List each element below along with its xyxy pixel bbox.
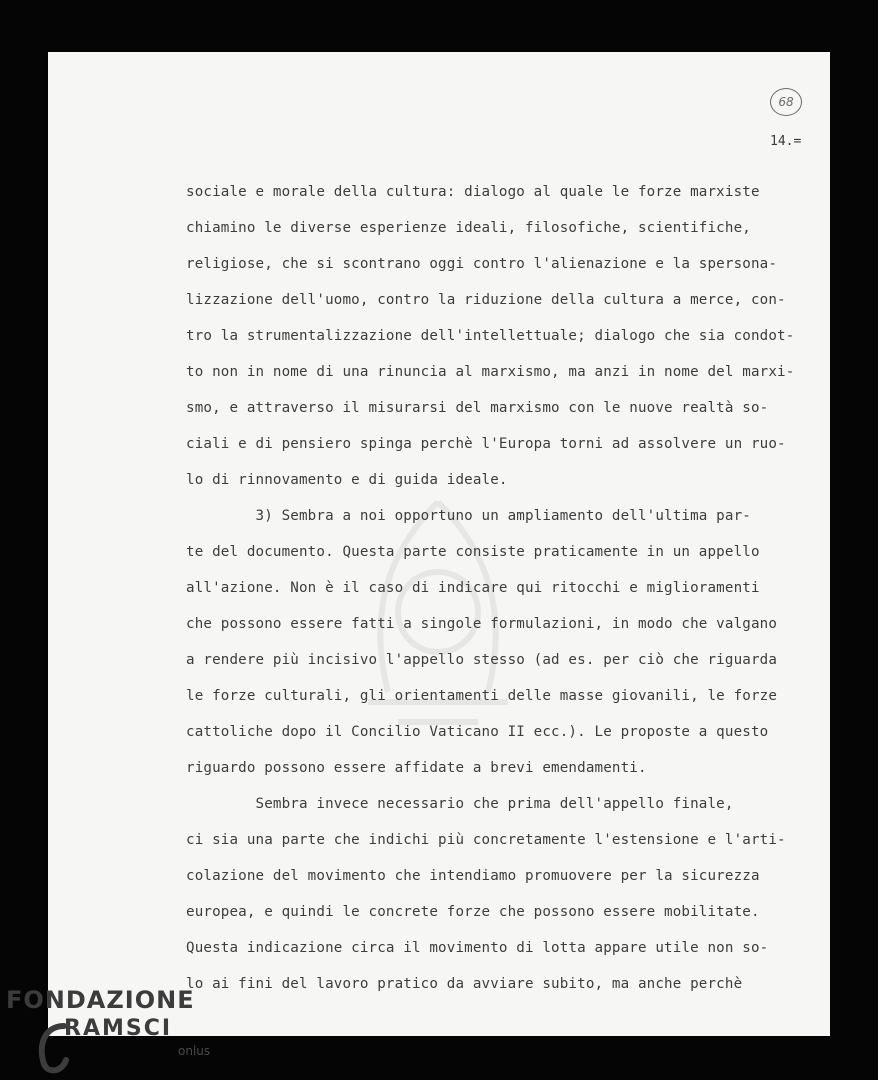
text-line: chiamino le diverse esperienze ideali, filosofiche, scientifiche,: [186, 220, 751, 236]
text-line: lo di rinnovamento e di guida ideale.: [186, 472, 508, 488]
logo-title: FONDAZIONE: [6, 986, 195, 1014]
text-line: colazione del movimento che intendiamo promuovere per la sicurezza: [186, 868, 760, 884]
text-line: smo, e attraverso il misurarsi del marxismo con le nuove realtà so-: [186, 400, 769, 416]
text-line: religiose, che si scontrano oggi contro l'alienazione e la spersona-: [186, 256, 778, 272]
document-page: [48, 52, 830, 1036]
logo-onlus: onlus: [178, 1044, 211, 1058]
text-line: ciali e di pensiero spinga perchè l'Europa torni ad assolvere un ruo-: [186, 436, 786, 452]
text-line: to non in nome di una rinuncia al marxismo, ma anzi in nome del marxi-: [186, 364, 795, 380]
text-line: 3) Sembra a noi opportuno un ampliamento dell'ultima par-: [186, 508, 751, 524]
text-line: Sembra invece necessario che prima dell'appello finale,: [186, 796, 734, 812]
logo-subtitle: RAMSCI: [64, 1016, 173, 1041]
archive-stamp: 68: [770, 88, 802, 116]
text-line: riguardo possono essere affidate a brevi emendamenti.: [186, 760, 647, 776]
text-line: ci sia una parte che indichi più concretamente l'estensione e l'arti-: [186, 832, 786, 848]
text-line: che possono essere fatti a singole formulazioni, in modo che valgano: [186, 616, 778, 632]
text-line: cattoliche dopo il Concilio Vaticano II ecc.). Le proposte a questo: [186, 724, 769, 740]
text-line: Questa indicazione circa il movimento di lotta appare utile non so-: [186, 940, 769, 956]
fondazione-gramsci-logo: [6, 986, 236, 1076]
text-line: sociale e morale della cultura: dialogo al quale le forze marxiste: [186, 184, 760, 200]
text-line: europea, e quindi le concrete forze che possono essere mobilitate.: [186, 904, 760, 920]
text-line: all'azione. Non è il caso di indicare qui ritocchi e miglioramenti: [186, 580, 760, 596]
text-line: te del documento. Questa parte consiste praticamente in un appello: [186, 544, 760, 560]
text-line: lizzazione dell'uomo, contro la riduzione della cultura a merce, con-: [186, 292, 786, 308]
text-line: lo ai fini del lavoro pratico da avviare subito, ma anche perchè: [186, 976, 743, 992]
page-number: 14.=: [770, 134, 802, 149]
text-line: a rendere più incisivo l'appello stesso (ad es. per ciò che riguarda: [186, 652, 778, 668]
text-line: le forze culturali, gli orientamenti delle masse giovanili, le forze: [186, 688, 778, 704]
text-line: tro la strumentalizzazione dell'intellettuale; dialogo che sia condot-: [186, 328, 795, 344]
